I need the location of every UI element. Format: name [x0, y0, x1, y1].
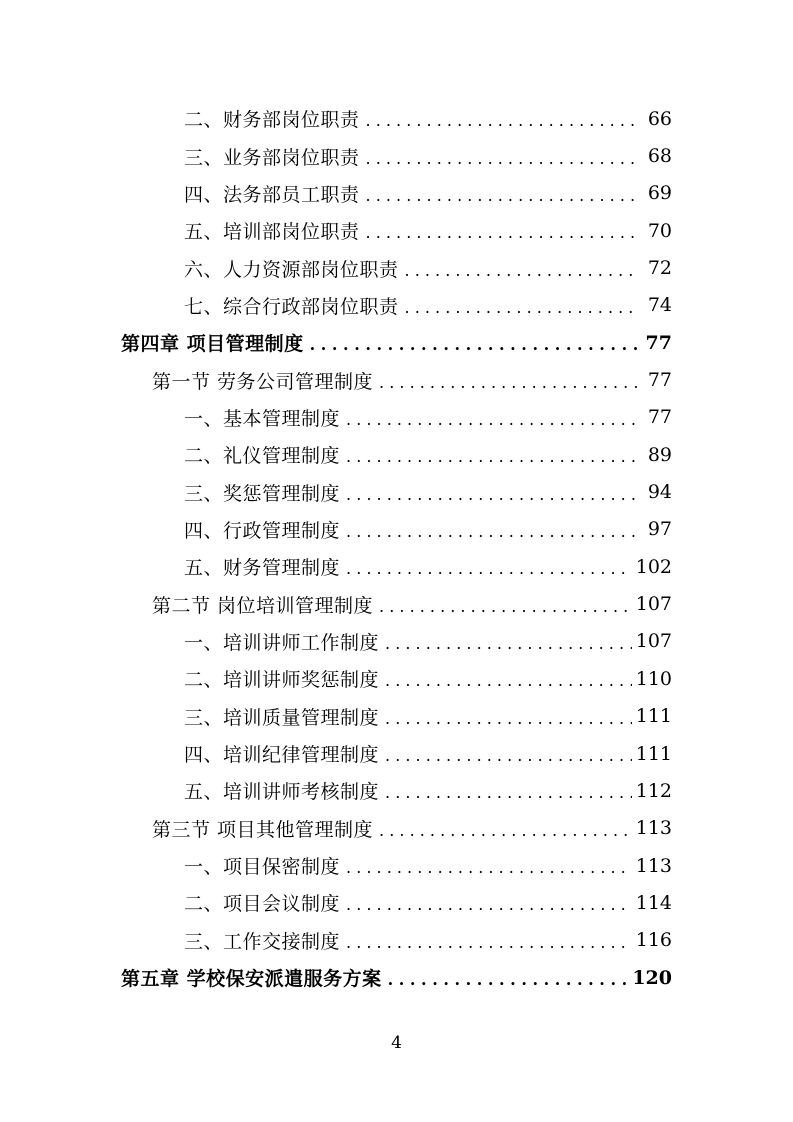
toc-entry-section[interactable]: [0, 585, 793, 622]
toc-entry-page: 72: [647, 257, 672, 280]
toc-entry-title: 六、人力资源部岗位职责: [184, 258, 399, 281]
toc-entry-title: 七、综合行政部岗位职责: [184, 295, 399, 318]
toc-leader-dots: [385, 671, 632, 690]
toc-leader-dots: [405, 298, 638, 317]
toc-leader-dots: [379, 373, 638, 392]
toc-entry-title: 四、培训纪律管理制度: [184, 744, 380, 767]
toc-leader-dots: [366, 111, 638, 130]
toc-entry-chapter[interactable]: [0, 959, 793, 996]
toc-entry-page: 111: [635, 742, 672, 765]
toc-entry-page: 113: [635, 854, 672, 877]
toc-leader-dots: [346, 410, 638, 429]
toc-leader-dots: [346, 895, 632, 914]
toc-entry-item[interactable]: [0, 660, 793, 697]
toc-entry-page: 107: [635, 630, 672, 653]
toc-entry-item[interactable]: [0, 922, 793, 959]
toc-entry-title: 二、培训讲师奖惩制度: [184, 669, 380, 692]
table-of-contents: [0, 100, 793, 996]
toc-entry-item[interactable]: [0, 287, 793, 324]
toc-leader-dots: [366, 223, 638, 242]
toc-entry-page: 69: [647, 182, 672, 205]
toc-entry-item[interactable]: [0, 399, 793, 436]
toc-entry-section[interactable]: [0, 810, 793, 847]
toc-entry-title: 五、培训部岗位职责: [184, 221, 360, 244]
toc-leader-dots: [385, 634, 632, 653]
toc-entry-title: 第五章 学校保安派遣服务方案: [121, 968, 382, 991]
toc-leader-dots: [346, 933, 632, 952]
toc-entry-page: 77: [647, 369, 672, 392]
toc-entry-page: 110: [635, 667, 672, 690]
toc-entry-item[interactable]: [0, 772, 793, 809]
toc-entry-item[interactable]: [0, 623, 793, 660]
toc-entry-item[interactable]: [0, 698, 793, 735]
toc-entry-item[interactable]: [0, 511, 793, 548]
toc-entry-page: 114: [635, 891, 672, 914]
toc-entry-page: 89: [647, 443, 672, 466]
toc-entry-title: 二、项目会议制度: [184, 893, 341, 916]
toc-entry-page: 112: [635, 779, 672, 802]
toc-entry-item[interactable]: [0, 884, 793, 921]
toc-entry-item[interactable]: [0, 847, 793, 884]
toc-leader-dots: [310, 335, 638, 354]
toc-entry-page: 77: [647, 406, 672, 429]
toc-entry-page: 102: [635, 555, 672, 578]
toc-entry-page: 66: [647, 107, 672, 130]
toc-entry-title: 四、行政管理制度: [184, 519, 341, 542]
toc-leader-dots: [385, 746, 632, 765]
toc-entry-page: 77: [645, 331, 672, 354]
toc-entry-title: 四、法务部员工职责: [184, 183, 360, 206]
toc-entry-item[interactable]: [0, 548, 793, 585]
toc-entry-item[interactable]: [0, 175, 793, 212]
toc-entry-title: 一、培训讲师工作制度: [184, 631, 380, 654]
toc-entry-page: 74: [647, 294, 672, 317]
toc-leader-dots: [388, 970, 629, 989]
toc-entry-chapter[interactable]: [0, 324, 793, 361]
toc-leader-dots: [346, 522, 638, 541]
toc-entry-item[interactable]: [0, 137, 793, 174]
toc-leader-dots: [366, 186, 638, 205]
toc-leader-dots: [379, 821, 632, 840]
toc-entry-page: 68: [647, 145, 672, 168]
toc-leader-dots: [346, 559, 632, 578]
toc-entry-title: 五、培训讲师考核制度: [184, 781, 380, 804]
toc-entry-title: 三、工作交接制度: [184, 930, 341, 953]
toc-entry-page: 97: [647, 518, 672, 541]
toc-entry-item[interactable]: [0, 735, 793, 772]
toc-entry-title: 第四章 项目管理制度: [121, 333, 304, 356]
toc-leader-dots: [385, 783, 632, 802]
toc-entry-section[interactable]: [0, 361, 793, 398]
toc-leader-dots: [346, 485, 638, 504]
toc-entry-title: 三、奖惩管理制度: [184, 482, 341, 505]
page-number: 4: [391, 1033, 402, 1053]
toc-entry-item[interactable]: [0, 436, 793, 473]
toc-entry-title: 三、培训质量管理制度: [184, 706, 380, 729]
toc-leader-dots: [385, 709, 632, 728]
toc-entry-page: 116: [635, 929, 672, 952]
toc-entry-page: 70: [647, 219, 672, 242]
toc-entry-title: 三、业务部岗位职责: [184, 146, 360, 169]
toc-entry-page: 107: [635, 593, 672, 616]
toc-entry-item[interactable]: [0, 249, 793, 286]
toc-entry-title: 第二节 岗位培训管理制度: [152, 594, 374, 617]
toc-leader-dots: [366, 149, 638, 168]
toc-entry-page: 120: [632, 966, 672, 989]
toc-entry-page: 113: [635, 817, 672, 840]
toc-leader-dots: [405, 261, 638, 280]
toc-entry-title: 一、项目保密制度: [184, 856, 341, 879]
toc-entry-page: 94: [647, 481, 672, 504]
toc-entry-title: 一、基本管理制度: [184, 407, 341, 430]
toc-leader-dots: [346, 858, 632, 877]
toc-entry-title: 五、财务管理制度: [184, 557, 341, 580]
toc-entry-title: 第三节 项目其他管理制度: [152, 818, 374, 841]
toc-leader-dots: [346, 447, 638, 466]
toc-entry-title: 第一节 劳务公司管理制度: [152, 370, 374, 393]
toc-entry-item[interactable]: [0, 473, 793, 510]
toc-entry-item[interactable]: [0, 100, 793, 137]
toc-entry-title: 二、财务部岗位职责: [184, 109, 360, 132]
toc-entry-page: 111: [635, 705, 672, 728]
toc-leader-dots: [379, 597, 632, 616]
toc-entry-item[interactable]: [0, 212, 793, 249]
toc-entry-title: 二、礼仪管理制度: [184, 445, 341, 468]
